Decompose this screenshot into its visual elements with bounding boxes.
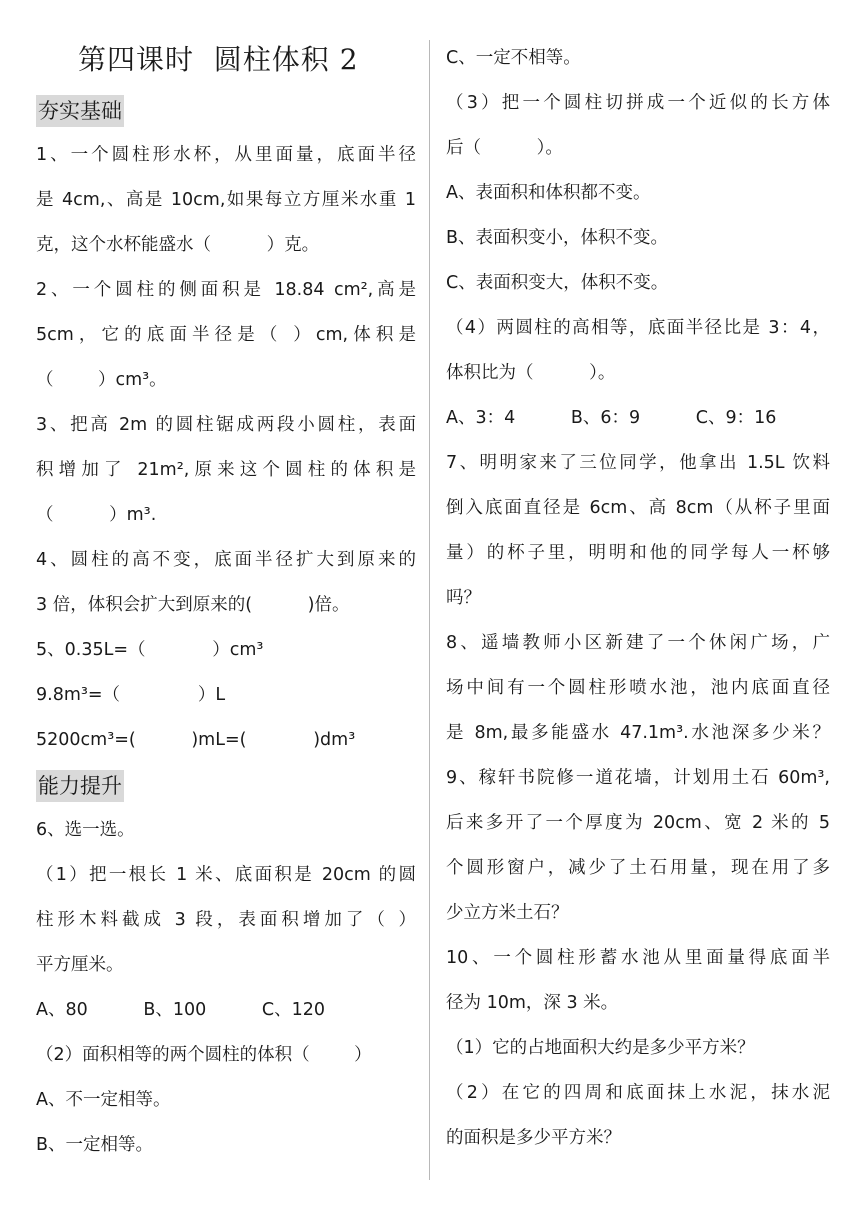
text-line: （2）在它的四周和底面抹上水泥，抹水泥	[446, 1083, 830, 1103]
text-line: （ ）cm³。	[36, 370, 167, 390]
text-line: 径为 10m，深 3 米。	[446, 993, 619, 1013]
right-column	[446, 36, 830, 1161]
text-line: 10、一个圆柱形蓄水池从里面量得底面半	[446, 948, 830, 968]
text-line: 3 倍，体积会扩大到原来的( )倍。	[36, 595, 350, 615]
text-line: 3、把高 2m 的圆柱锯成两段小圆柱，表面	[36, 415, 416, 435]
text-line: 5、0.35L=（ ）cm³	[36, 640, 264, 660]
text-line: 后来多开了一个厚度为 20cm、宽 2 米的 5	[446, 813, 830, 833]
text-line: 5cm，它的底面半径是（ ）cm,体积是	[36, 325, 416, 345]
section-heading-advanced: 能力提升	[36, 770, 124, 802]
text-line: 7、明明家来了三位同学，他拿出 1.5L 饮料	[446, 453, 830, 473]
text-line: B、一定相等。	[36, 1135, 154, 1155]
text-line: A、不一定相等。	[36, 1090, 171, 1110]
text-line: A、表面积和体积都不变。	[446, 183, 651, 203]
text-line: 1、一个圆柱形水杯，从里面量，底面半径	[36, 145, 416, 165]
text-line: 场中间有一个圆柱形喷水池，池内底面直径	[446, 678, 830, 698]
text-line: 平方厘米。	[36, 955, 124, 975]
text-line: 少立方米土石？	[446, 903, 569, 923]
text-line: 8、遥墙教师小区新建了一个休闲广场，广	[446, 633, 830, 653]
column-divider	[429, 40, 430, 1180]
text-line: （ ）m³.	[36, 505, 157, 525]
text-line: 后（ ）。	[446, 138, 563, 158]
text-line: 量）的杯子里，明明和他的同学每人一杯够	[446, 543, 830, 563]
text-line: 是 8m,最多能盛水 47.1m³.水池深多少米？	[446, 723, 830, 743]
text-line: A、80 B、100 C、120	[36, 1000, 326, 1020]
text-line: 克，这个水杯能盛水（ ）克。	[36, 235, 320, 255]
text-line: （3）把一个圆柱切拼成一个近似的长方体	[446, 93, 830, 113]
text-line: 5200cm³=( )mL=( )dm³	[36, 730, 356, 750]
text-line: B、表面积变小，体积不变。	[446, 228, 669, 248]
text-line: （4）两圆柱的高相等，底面半径比是 3：4，	[446, 318, 830, 338]
text-line: 9.8m³=（ ）L	[36, 685, 226, 705]
text-line: C、一定不相等。	[446, 48, 581, 68]
text-line: 9、稼轩书院修一道花墙，计划用土石 60m³,	[446, 768, 830, 788]
text-line: 的面积是多少平方米？	[446, 1128, 621, 1148]
left-column	[36, 32, 416, 1168]
text-line: （1）它的占地面积大约是多少平方米？	[446, 1038, 755, 1058]
text-line: （2）面积相等的两个圆柱的体积（ ）	[36, 1045, 372, 1065]
text-line: 积增加了 21m²,原来这个圆柱的体积是	[36, 460, 416, 480]
text-line: 个圆形窗户，减少了土石用量，现在用了多	[446, 858, 830, 878]
text-line: 吗？	[446, 588, 481, 608]
text-line: A、3：4 B、6：9 C、9：16	[446, 408, 777, 428]
text-line: C、表面积变大，体积不变。	[446, 273, 669, 293]
text-line: 是 4cm,、高是 10cm,如果每立方厘米水重 1	[36, 190, 416, 210]
text-line: 6、选一选。	[36, 820, 135, 840]
text-line: （1）把一根长 1 米、底面积是 20cm 的圆	[36, 865, 416, 885]
page-title: 第四课时 圆柱体积 2	[78, 43, 359, 76]
text-line: 2、一个圆柱的侧面积是 18.84 cm²,高是	[36, 280, 416, 300]
text-line: 体积比为（ ）。	[446, 363, 616, 383]
text-line: 柱形木料截成 3 段，表面积增加了（ ）	[36, 910, 416, 930]
text-line: 倒入底面直径是 6cm、高 8cm（从杯子里面	[446, 498, 830, 518]
section-heading-basic: 夯实基础	[36, 95, 124, 127]
text-line: 4、圆柱的高不变，底面半径扩大到原来的	[36, 550, 416, 570]
